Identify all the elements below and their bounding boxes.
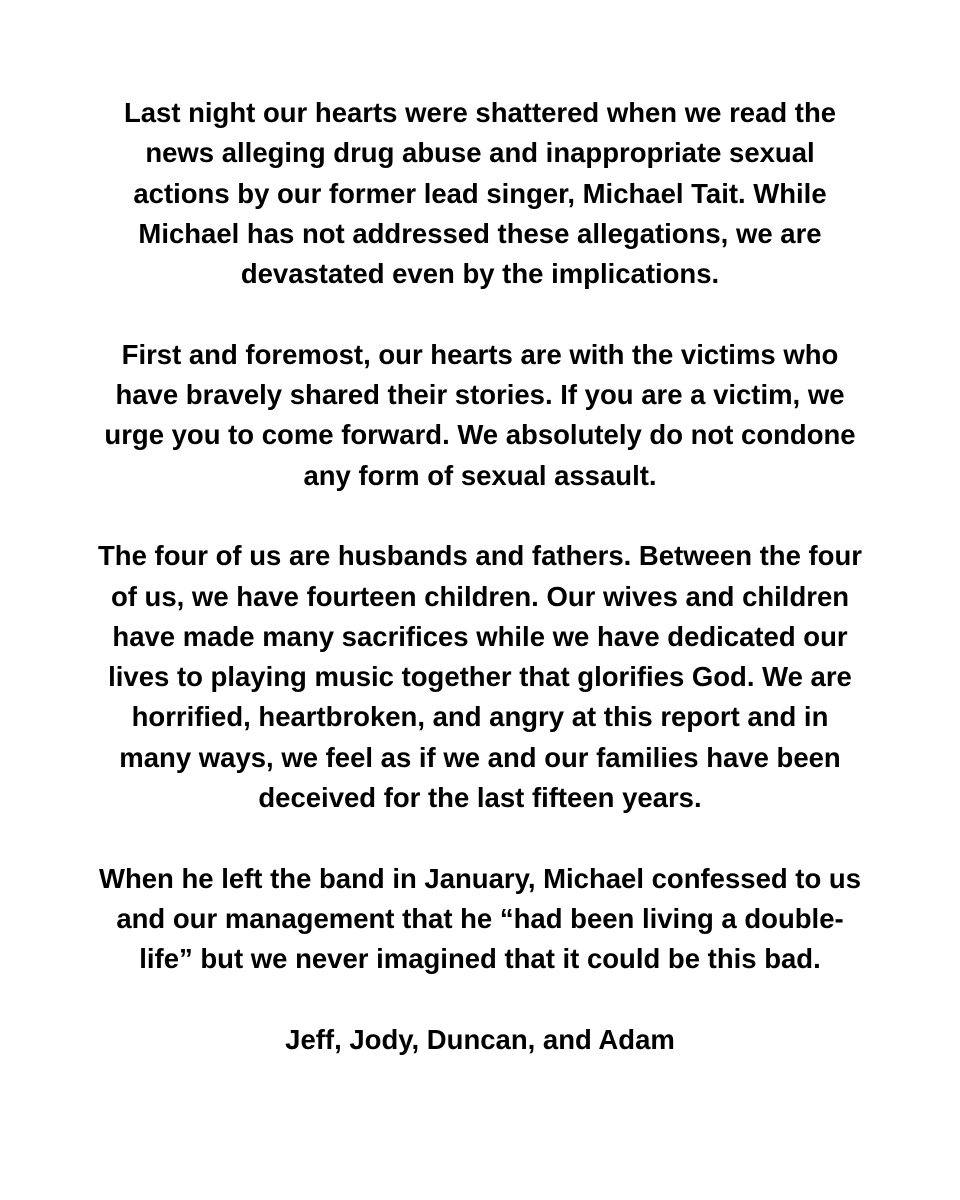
paragraph-4 [0,859,960,980]
text-line: The four of us are husbands and fathers. Between the four [98,540,862,572]
text-line: any form of sexual assault. [303,459,657,491]
text-line: have made many sacrifices while we have dedicated our [112,620,848,652]
signature-names: Jeff, Jody, Duncan, and Adam [285,1023,675,1055]
text-line: When he left the band in January, Michael confessed to us [99,862,861,894]
text-line: lives to playing music together that glorifies God. We are [108,661,852,693]
paragraph-1 [0,93,960,294]
statement-document [0,93,960,1060]
text-line: devastated even by the implications. [240,258,720,290]
text-line: news alleging drug abuse and inappropriate sexual [145,137,815,169]
text-line: Michael has not addressed these allegations, we are [138,217,822,249]
text-line: many ways, we feel as if we and our families have been [119,741,841,773]
text-line: life” but we never imagined that it could be this bad. [139,943,821,975]
text-line: have bravely shared their stories. If you are a victim, we [115,379,845,411]
text-line: Last night our hearts were shattered when we read the [123,97,837,128]
text-line: First and foremost, our hearts are with the victims who [121,338,839,370]
signature [0,1020,960,1060]
text-line: urge you to come forward. We absolutely do not condone [104,419,856,451]
text-line: horrified, heartbroken, and angry at this report and in [131,701,829,733]
text-line: deceived for the last fifteen years. [258,782,702,814]
text-line: actions by our former lead singer, Michael Tait. While [133,177,827,209]
paragraph-2 [0,335,960,496]
text-line: of us, we have fourteen children. Our wives and children [110,580,850,612]
paragraph-3 [0,536,960,818]
text-line: and our management that he “had been living a double- [116,902,844,934]
